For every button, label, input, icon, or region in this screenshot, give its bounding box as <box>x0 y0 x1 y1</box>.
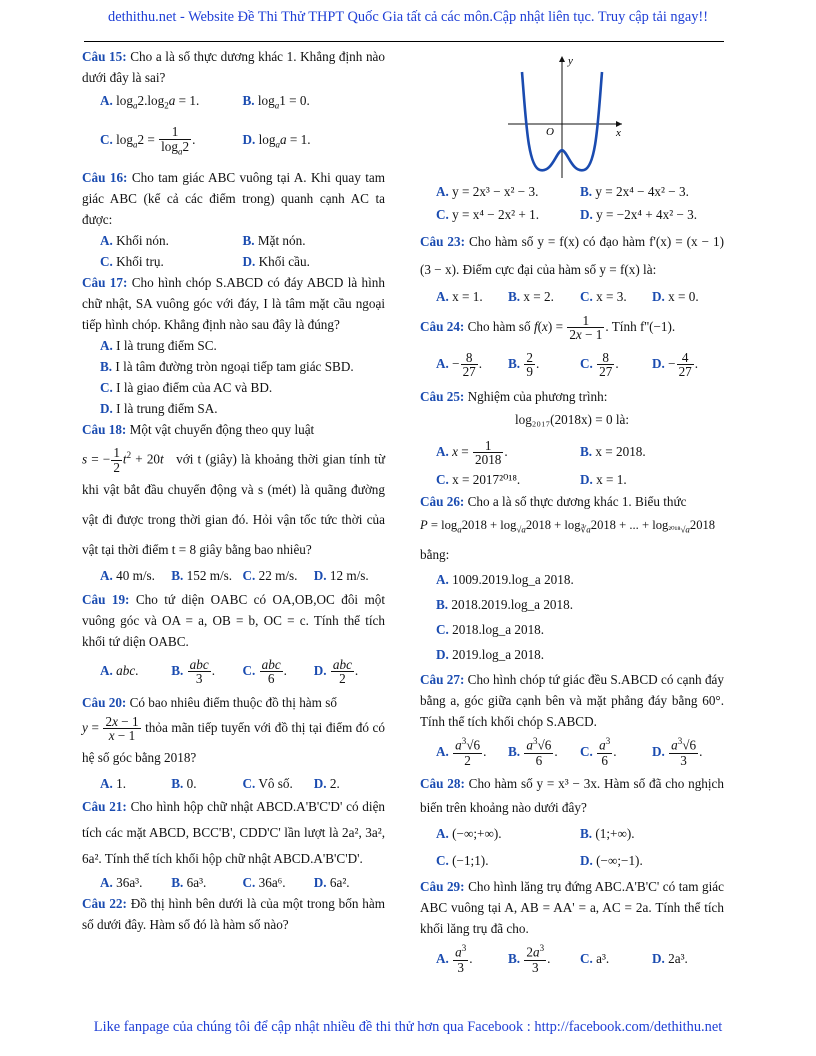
question-text: Cho hình chóp tứ giác đều S.ABCD có cạnh đáy bằng a, góc giữa cạnh bên và mặt phẳng đáy bằng 60°. Tính thể tích khối chóp S.ABCD. <box>420 671 724 729</box>
question-label: Câu 25: <box>420 389 465 404</box>
options-q29 <box>420 939 724 979</box>
options-q28 <box>420 820 724 874</box>
question-23 <box>420 228 724 284</box>
option-d: D. y = −2x⁴ + 4x² − 3. <box>580 207 698 222</box>
option-a: A. (−∞;+∞). <box>436 825 502 841</box>
question-15 <box>82 46 385 88</box>
options-q17 <box>82 335 385 419</box>
option-b: B. 6a³. <box>171 875 207 891</box>
x-axis-label: x <box>616 127 621 139</box>
question-text: Cho a là số thực dương khác 1. Biểu thức <box>467 494 687 509</box>
option-c: C. $\frac{\text{abc}}{6}$ . <box>242 656 287 687</box>
option-d: D. 2019.log_a 2018. <box>436 646 545 662</box>
page-header[interactable]: dethithu.net - Website Đề Thi Thử THPT Quốc Gia tất cả các môn.Cập nhật liên tục. Truy cập tải ngay!! <box>108 9 708 25</box>
options-q20 <box>82 773 385 794</box>
option-a: A. $\frac{a^3}{3}$ . <box>436 943 473 975</box>
option-c: C. 36a⁶. <box>242 875 286 891</box>
option-c: C. x = 2017²⁰¹⁸. <box>436 472 521 487</box>
options-q25 <box>420 433 724 471</box>
question-text: Đồ thị hình bên dưới là của một trong bốn hàm số dưới đây. Hàm số đó là hàm số nào? <box>82 896 386 933</box>
option-b: B. 0. <box>171 776 197 792</box>
question-20-cont: y = $\frac{2x - 1}{x - 1}$ thỏa mãn tiếp tuyến với đồ thị tại điểm đó có hệ số góc bằng 2018? <box>82 713 386 766</box>
question-text: Cho hình chóp S.ABCD có đáy ABCD là hình chữ nhật, SA vuông góc với đáy, I là tâm mặt cầu ngoại tiếp hình chóp. Khẳng định nào sau đây là đúng? <box>82 275 385 333</box>
question-21 <box>82 794 385 872</box>
left-column <box>82 46 385 935</box>
question-label: Câu 17: <box>82 275 128 291</box>
option-b: B. (1;+∞). <box>580 825 635 841</box>
option-c: C. a³. <box>580 950 610 966</box>
question-22 <box>82 893 385 935</box>
question-text: Một vật chuyển động theo quy luật <box>129 422 315 438</box>
option-d: D. I là trung điểm SA. <box>100 401 218 417</box>
option-a: A. $\log_a2.\log_2a = 1$. <box>100 93 200 111</box>
question-18-cont: s = − $\frac{1}{2}$ $t^2 + 20t$ với t (giây) là khoảng thời gian tính từ khi vật bắt đầu chuyển động và s (mét) là quãng đường vật đi được trong thời gian đó. Hỏi vận tốc tức thời của vật tại thời điểm t = 8 giây bằng bao nhiêu? <box>82 445 386 557</box>
option-b: B. Mặt nón. <box>242 233 306 249</box>
option-c: C. $\frac{a^3}{6}$ . <box>580 736 617 768</box>
question-label: Câu 15: <box>82 49 127 64</box>
option-d: D. $\frac{a^3√6}{3}$ . <box>652 736 703 768</box>
page-footer[interactable]: Like fanpage của chúng tôi để cập nhật nhiều đề thi thử hơn qua Facebook : http://facebook.com/dethithu.net <box>93 1019 723 1035</box>
option-a: A. 1009.2019.log_a 2018. <box>436 571 574 587</box>
option-a: A. x = 1. <box>436 289 483 304</box>
y-axis-label: y <box>568 55 573 67</box>
question-text: Cho tứ diện OABC có OA,OB,OC đôi một vuông góc và OA = a, OB = b, OC = c. Tính thể tích khối tứ diện OABC. <box>82 592 386 649</box>
question-28 <box>420 772 724 820</box>
question-text: Cho hàm số y = f(x) có đạo hàm f'(x) = (x − 1)(3 − x). Điểm cực đại của hàm số y = f(x) là: <box>420 234 725 277</box>
option-a: A. Khối nón. <box>100 233 169 249</box>
question-text: Cho hình hộp chữ nhật ABCD.A'B'C'D' có diện tích các mặt ABCD, BCC'B', CDD'C' lần lượt là 2a², 3a², 6a². Tính thể tích khối hộp chữ nhật ABCD.A'B'C'D'. <box>82 799 386 867</box>
option-d: D. 2. <box>313 776 340 792</box>
option-a: A. abc. <box>100 663 139 678</box>
option-a: A. $\frac{a^3√6}{2}$ . <box>436 736 487 768</box>
question-26-tail: bằng: <box>420 546 450 562</box>
question-text: với t (giây) là khoảng thời gian tính từ khi vật bắt đầu chuyển động và s (mét) là quãng đường vật đi được trong thời gian đó. Hỏi vận tốc tức thời của vật tại thời điểm t = 8 giây bằng bao nhiêu? <box>82 451 386 557</box>
question-label: Câu 20: <box>82 695 127 710</box>
option-d: D. 2a³. <box>652 950 688 966</box>
question-text: Cho tam giác ABC vuông tại A. Khi quay tam giác ABC (kể cả các điểm trong) quanh cạnh AC ta được: <box>82 170 386 228</box>
question-text: Cho hàm số y = x³ − 3x. Hàm số đã cho nghịch biến trên khoảng nào dưới đây? <box>420 775 725 815</box>
option-b: B. x = 2018. <box>580 444 646 459</box>
options-q21 <box>82 872 385 893</box>
option-a: A. x = $\frac{1}{2018}$ . <box>436 437 508 468</box>
option-c: C. Vô số. <box>242 776 293 792</box>
option-b: B. x = 2. <box>508 289 554 304</box>
options-q16 <box>82 230 385 272</box>
question-26 <box>420 491 724 512</box>
question-25-eq: log₂₀₁₇(2018x) = 0 là: <box>514 412 630 427</box>
option-b: B. 2018.2019.log_a 2018. <box>436 596 574 612</box>
option-b: B. $\frac{a^3√6}{6}$ . <box>508 736 558 768</box>
option-d: D. − $\frac{4}{27}$ . <box>652 349 699 380</box>
options-q25-cd <box>420 471 724 489</box>
option-a: A. y = 2x³ − x² − 3. <box>436 184 539 199</box>
option-c: C. $\log_a2$ = $\frac{1}{\log_a2}$ . <box>100 123 196 157</box>
question-label: Câu 22: <box>82 896 127 912</box>
y-arrow-icon <box>559 56 565 62</box>
option-d: D. x = 0. <box>652 289 699 304</box>
origin-label: O <box>546 126 554 138</box>
option-c: C. y = x⁴ − 2x² + 1. <box>436 207 540 222</box>
question-26-expr: $P = \log_a2018 + \log_{√a}2018 + \log_{∛a}2018$ + ... + $\log_{^{2018}√a}2018$ <box>420 518 716 535</box>
options-q27 <box>420 732 724 772</box>
option-b: B. $\frac{2a^3}{3}$ . <box>508 943 551 975</box>
option-c: C. $\frac{8}{27}$ . <box>580 349 619 380</box>
question-label: Câu 26: <box>420 494 465 509</box>
option-c: C. (−1;1). <box>436 852 489 868</box>
question-label: Câu 29: <box>420 878 465 894</box>
options-q19 <box>82 652 385 690</box>
option-d: D. (−∞;−1). <box>580 852 643 868</box>
question-text: Cho a là số thực dương khác 1. Khẳng định nào dưới đây là sai? <box>82 49 385 85</box>
question-25 <box>420 386 724 407</box>
option-a: A. 1. <box>100 776 127 792</box>
option-d: D. $\log_aa = 1$. <box>242 131 311 150</box>
options-q24 <box>420 344 724 384</box>
question-label: Câu 18: <box>82 422 127 438</box>
right-column <box>420 180 724 979</box>
option-d: D. 12 m/s. <box>313 568 369 583</box>
options-q15-cd <box>82 121 385 164</box>
options-q23 <box>420 284 724 310</box>
question-label: Câu 21: <box>82 799 127 815</box>
question-24: Câu 24: Cho hàm số f(x) = $\frac{1}{2x - 1}$ . Tính f''(−1). <box>420 312 676 343</box>
question-text: Có bao nhiêu điểm thuộc đồ thị hàm số <box>129 695 337 710</box>
options-q15 <box>82 90 385 117</box>
function-graph <box>498 52 628 180</box>
option-c: C. Khối trụ. <box>100 254 164 270</box>
question-text: Cho hình lăng trụ đứng ABC.A'B'C' có tam giác ABC vuông tại A, AB = AA' = a, AC = 2a. Tính thể tích khối lăng trụ đã cho. <box>420 878 724 936</box>
option-a: A. I là trung điểm SC. <box>100 338 217 354</box>
question-label: Câu 28: <box>420 775 465 791</box>
option-c: C. I là giao điểm của AC và BD. <box>100 380 273 396</box>
options-q22 <box>420 180 724 226</box>
question-label: Câu 16: <box>82 170 128 186</box>
question-29 <box>420 876 724 939</box>
question-label: Câu 24: <box>420 319 465 334</box>
question-text: thỏa mãn tiếp tuyến với đồ thị tại điểm đó có hệ số góc bằng 2018? <box>82 720 386 766</box>
options-q26 <box>420 567 724 667</box>
options-q18 <box>82 565 385 586</box>
option-a: A. 40 m/s. <box>100 568 155 583</box>
option-c: C. x = 3. <box>580 289 627 304</box>
option-b: B. I là tâm đường tròn ngoại tiếp tam giác SBD. <box>100 359 354 375</box>
question-18 <box>82 419 385 440</box>
option-d: D. x = 1. <box>580 472 627 487</box>
option-b: B. $\frac{\text{abc}}{3}$ . <box>171 656 215 687</box>
option-b: B. $\log_a1 = 0$. <box>242 93 310 111</box>
question-text: Cho hàm số <box>467 319 531 334</box>
question-label: Câu 27: <box>420 671 465 687</box>
option-b: B. 152 m/s. <box>171 568 233 583</box>
option-b: B. y = 2x⁴ − 4x² − 3. <box>580 184 689 199</box>
question-label: Câu 19: <box>82 592 130 607</box>
option-c: C. 22 m/s. <box>242 568 298 583</box>
option-c: C. 2018.log_a 2018. <box>436 621 545 637</box>
option-a: A. 36a³. <box>100 875 143 891</box>
question-17 <box>82 272 385 335</box>
question-20 <box>82 692 385 713</box>
question-label: Câu 23: <box>420 234 466 249</box>
option-b: B. $\frac{2}{9}$ . <box>508 349 540 380</box>
option-a: A. − $\frac{8}{27}$ . <box>436 349 483 380</box>
question-27 <box>420 669 724 732</box>
question-16 <box>82 167 385 230</box>
option-d: D. 6a². <box>313 875 350 891</box>
question-19 <box>82 589 385 652</box>
option-d: D. $\frac{\text{abc}}{2}$ . <box>313 656 359 687</box>
question-text: Nghiệm của phương trình: <box>467 389 608 404</box>
header-rule <box>84 41 724 42</box>
option-d: D. Khối cầu. <box>242 254 310 270</box>
